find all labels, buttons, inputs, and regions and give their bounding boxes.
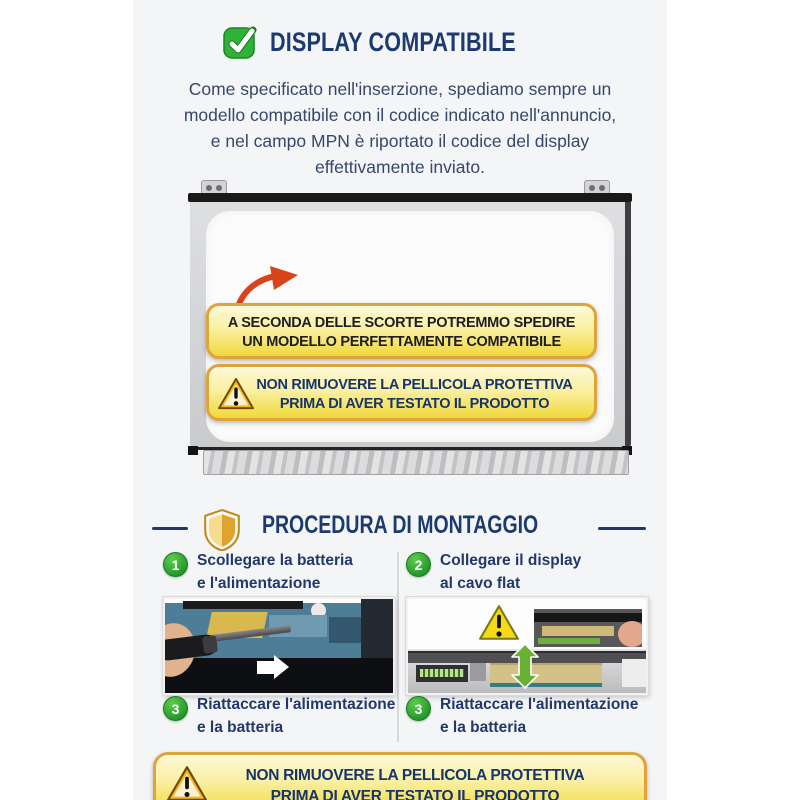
intro-paragraph xyxy=(133,76,667,180)
procedure-heading xyxy=(133,511,667,540)
stock-notice-banner xyxy=(206,303,597,359)
step-number-badge: 3 xyxy=(406,696,431,721)
intro-line: effettivamente inviato. xyxy=(315,157,485,177)
footer-warning-line2: PRIMA DI AVER TESTATO IL PRODOTTO xyxy=(270,788,560,800)
column-divider xyxy=(397,552,399,742)
panel-corner-left xyxy=(188,446,198,455)
stock-notice-line1: A SECONDA DELLE SCORTE POTREMMO SPEDIRE xyxy=(227,315,576,331)
step-1-label: Scollegare la batteria e l'alimentazione xyxy=(197,552,353,592)
intro-line: e nel campo MPN è riportato il codice del display xyxy=(210,131,590,151)
step-1-photo xyxy=(163,597,395,695)
step-number-badge: 2 xyxy=(406,552,431,577)
warning-triangle-icon xyxy=(217,377,255,411)
header xyxy=(133,24,667,60)
step-2-label: Collegare il display al cavo flat xyxy=(440,552,582,592)
step-3-left-label: Riattaccare l'alimentazione e la batteria xyxy=(197,696,396,736)
footer-warning-banner xyxy=(153,752,647,800)
flat-cable xyxy=(490,663,602,683)
panel-top-bar xyxy=(188,193,632,202)
film-warning-line2: PRIMA DI AVER TESTATO IL PRODOTTO xyxy=(279,396,550,412)
page-title: DISPLAY COMPATIBILE xyxy=(270,26,517,57)
right-arrow-icon xyxy=(257,661,274,674)
warning-triangle-icon xyxy=(166,765,208,800)
panel-right-edge xyxy=(625,202,631,447)
connector-inset-photo xyxy=(534,609,642,647)
heading-rule-right xyxy=(598,527,646,530)
intro-line: Come specificato nell'inserzione, spediamo sempre un xyxy=(188,79,612,99)
step-2-photo xyxy=(406,597,648,695)
film-warning-line1: NON RIMUOVERE LA PELLICOLA PROTETTIVA xyxy=(256,377,573,393)
intro-line: modello compatibile con il codice indicato nell'annuncio, xyxy=(183,105,617,125)
step-3-right-label: Riattaccare l'alimentazione e la batteria xyxy=(440,696,639,736)
procedure-title: PROCEDURA DI MONTAGGIO xyxy=(261,511,539,539)
footer-warning-line1: NON RIMUOVERE LA PELLICOLA PROTETTIVA xyxy=(245,767,585,784)
step-number-badge: 3 xyxy=(163,696,188,721)
warning-triangle-icon xyxy=(478,604,520,642)
stock-notice-line2: UN MODELLO PERFETTAMENTE COMPATIBILE xyxy=(242,334,561,350)
up-down-arrow-icon xyxy=(510,643,540,689)
panel-foil-strip xyxy=(203,450,629,475)
film-warning-banner xyxy=(206,364,597,421)
step-number-badge: 1 xyxy=(163,552,188,577)
check-badge-icon xyxy=(222,24,258,60)
